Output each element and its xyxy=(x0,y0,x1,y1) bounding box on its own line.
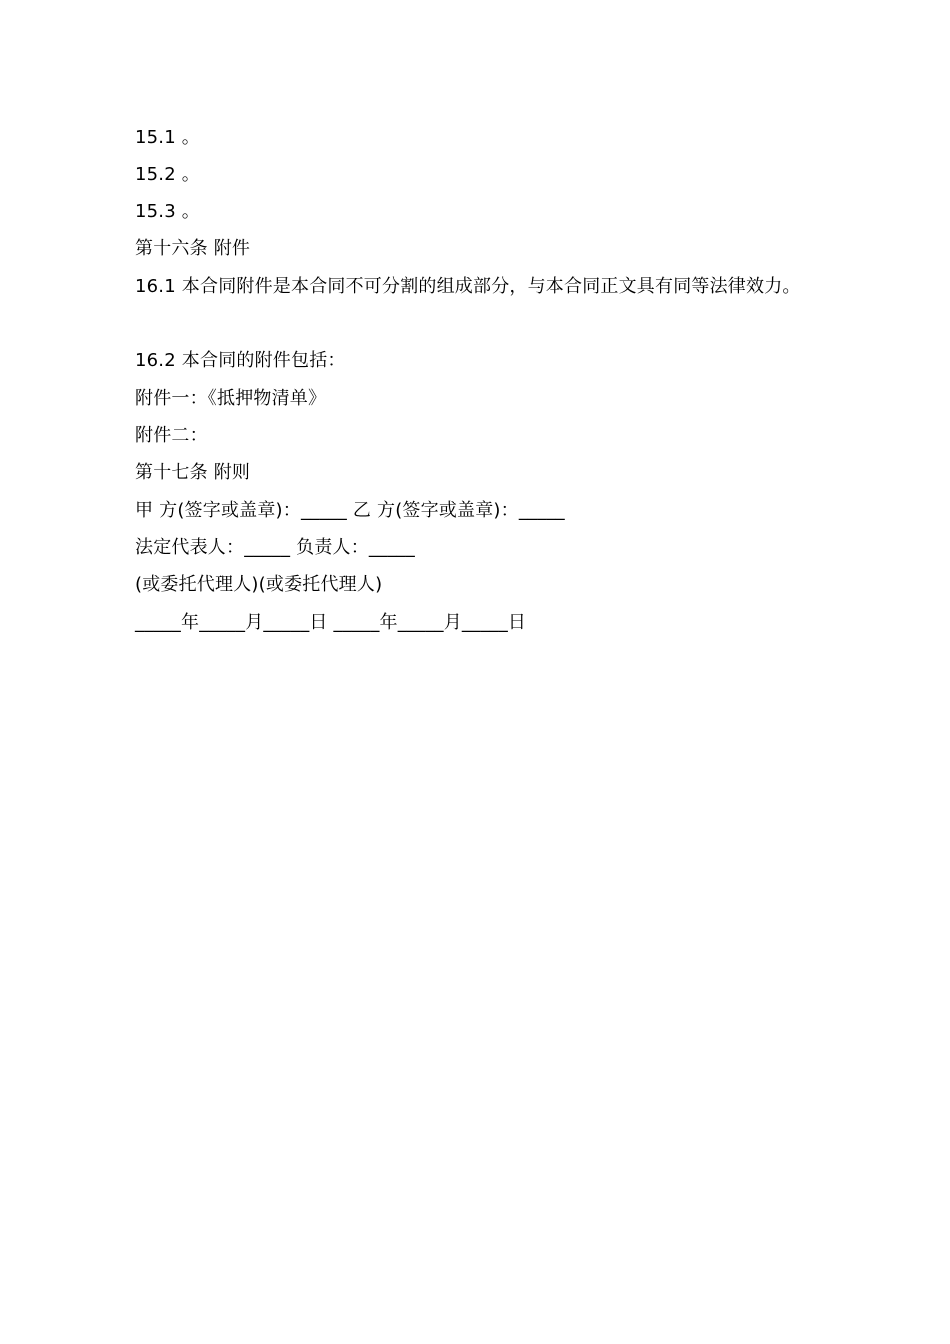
date-line: _____年_____月_____日 _____年_____月_____日 xyxy=(135,612,527,633)
signature-parties-line: 甲 方(签字或盖章)：_____ 乙 方(签字或盖章)：_____ xyxy=(135,500,565,521)
article-16-heading: 第十六条 附件 xyxy=(135,238,251,259)
attachment-2: 附件二： xyxy=(135,425,208,446)
attachment-1: 附件一：《抵押物清单》 xyxy=(135,388,327,409)
clause-16-2: 16.2 本合同的附件包括： xyxy=(135,350,346,371)
article-17-heading: 第十七条 附则 xyxy=(135,462,251,483)
clause-15-3: 15.3 。 xyxy=(135,201,200,222)
clause-16-1: 16.1 本合同附件是本合同不可分割的组成部分，与本合同正文具有同等法律效力。 xyxy=(135,276,801,297)
legal-representative-line: 法定代表人：_____ 负责人：_____ xyxy=(135,537,415,558)
clause-15-1: 15.1 。 xyxy=(135,127,200,148)
authorized-agent-line: (或委托代理人)(或委托代理人) xyxy=(135,574,383,595)
clause-15-2: 15.2 。 xyxy=(135,164,200,185)
